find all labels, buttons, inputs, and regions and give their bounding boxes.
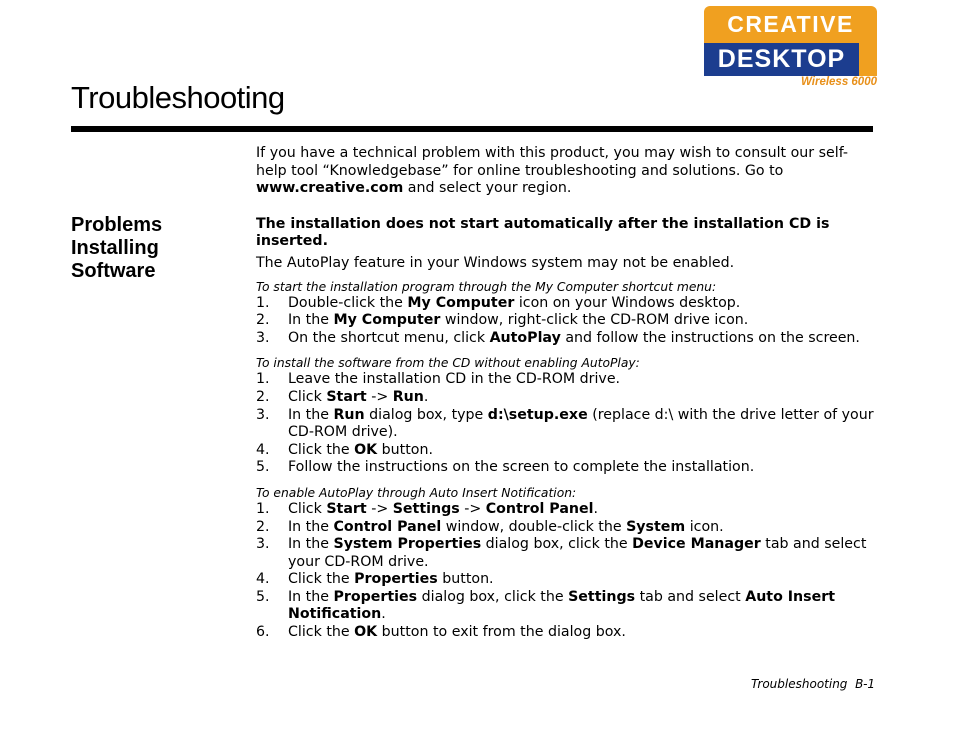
step-text: tab and select your CD-ROM drive.	[288, 536, 867, 570]
ui-term: Auto Insert Notification	[288, 588, 835, 623]
ui-term: OK	[354, 624, 378, 641]
website-link[interactable]: www.creative.com	[256, 180, 404, 197]
ui-term: Control Panel	[485, 500, 594, 517]
step-text: tab and select	[635, 588, 746, 605]
page-title: Troubleshooting	[71, 80, 285, 115]
ui-term: Settings	[392, 500, 460, 517]
step-text: .	[593, 500, 598, 517]
step-item	[256, 407, 876, 442]
ui-term: AutoPlay	[489, 329, 561, 346]
step-text: In the	[288, 312, 334, 329]
procedure-title: To install the software from the CD without enabling AutoPlay:	[256, 356, 640, 371]
intro-text-after: and select your region.	[403, 180, 572, 197]
logo-brand-band	[704, 6, 877, 43]
procedures	[256, 279, 876, 642]
step-text: Leave the installation CD in the CD-ROM drive.	[288, 371, 621, 388]
ui-term: Properties	[333, 588, 418, 605]
ui-term: System Properties	[333, 536, 482, 553]
step-number: 1.	[256, 294, 270, 311]
title-rule	[71, 126, 873, 132]
step-item	[256, 389, 876, 407]
step-text: Click	[288, 388, 327, 405]
step-text: button.	[377, 441, 433, 458]
step-number: 2.	[256, 518, 270, 535]
logo-product-text: DESKTOP	[717, 45, 846, 73]
step-item	[256, 295, 876, 313]
step-item	[256, 571, 876, 589]
ui-term: Start	[326, 388, 367, 405]
step-item	[256, 501, 876, 519]
step-text: dialog box, click the	[417, 588, 569, 605]
procedure-steps	[256, 501, 876, 642]
step-text: window, right-click the CD-ROM drive icon.	[440, 312, 749, 329]
ui-term: Run	[392, 388, 424, 405]
step-number: 2.	[256, 388, 270, 405]
step-text: Click the	[288, 624, 355, 641]
step-text: .	[381, 606, 386, 623]
section-heading: Problems Installing Software	[71, 214, 163, 282]
creative-desktop-logo	[704, 6, 877, 90]
step-text: and follow the instructions on the screen.	[560, 329, 860, 346]
intro-paragraph	[256, 145, 876, 198]
step-text: In the	[288, 588, 334, 605]
procedure-title: To start the installation program through the My Computer shortcut menu:	[256, 279, 717, 294]
step-number: 3.	[256, 406, 270, 423]
ui-term: Properties	[354, 571, 438, 588]
step-number: 3.	[256, 536, 270, 553]
step-text: button.	[437, 571, 494, 588]
step-number: 2.	[256, 312, 270, 329]
step-item	[256, 519, 876, 537]
step-item	[256, 536, 876, 571]
step-item	[256, 371, 876, 389]
ui-term: Device Manager	[632, 536, 761, 553]
step-text: dialog box, type	[364, 406, 488, 423]
ui-term: Run	[333, 406, 365, 423]
step-text: (replace d:\ with the drive letter of your CD-ROM drive).	[288, 406, 874, 441]
ui-term: My Computer	[407, 294, 515, 311]
step-text: In the	[288, 518, 334, 535]
ui-term: Start	[326, 500, 367, 517]
step-item	[256, 442, 876, 460]
step-text: window, double-click the	[441, 518, 627, 535]
step-text: Click the	[288, 441, 355, 458]
step-number: 3.	[256, 329, 270, 346]
footer-section: Troubleshooting	[751, 677, 848, 691]
step-item	[256, 624, 876, 642]
step-number: 5.	[256, 459, 270, 476]
step-text: icon.	[685, 518, 724, 535]
ui-term: Settings	[568, 588, 636, 605]
step-number: 6.	[256, 624, 270, 641]
ui-term: OK	[354, 441, 378, 458]
logo-accent-block	[859, 43, 877, 76]
logo-product-band	[704, 43, 859, 76]
ui-term: System	[626, 518, 686, 535]
procedure-steps	[256, 295, 876, 348]
issue-heading: The installation does not start automatically after the installation CD is inserted.	[256, 215, 830, 250]
step-text: On the shortcut menu, click	[288, 329, 490, 346]
step-text: icon on your Windows desktop.	[514, 294, 741, 311]
step-number: 4.	[256, 571, 270, 588]
step-text: ->	[459, 500, 486, 517]
step-text: Double-click the	[288, 294, 408, 311]
procedure-steps	[256, 371, 876, 477]
step-number: 4.	[256, 441, 270, 458]
step-item	[256, 589, 876, 624]
step-text: Click the	[288, 571, 355, 588]
logo-brand-text: CREATIVE	[727, 11, 854, 37]
step-text: dialog box, click the	[481, 536, 633, 553]
step-text: button to exit from the dialog box.	[377, 624, 626, 641]
step-number: 1.	[256, 371, 270, 388]
step-item	[256, 312, 876, 330]
step-number: 5.	[256, 588, 270, 605]
logo-model-text: Wireless 6000	[801, 76, 877, 88]
issue-cause: The AutoPlay feature in your Windows system may not be enabled.	[256, 254, 735, 271]
step-item	[256, 459, 876, 477]
step-text: Follow the instructions on the screen to complete the installation.	[288, 459, 755, 476]
ui-term: d:\setup.exe	[487, 406, 588, 423]
main-content	[256, 145, 876, 650]
ui-term: Control Panel	[333, 518, 442, 535]
step-text: ->	[366, 388, 393, 405]
procedure-title: To enable AutoPlay through Auto Insert Notification:	[256, 485, 577, 500]
step-number: 1.	[256, 500, 270, 517]
footer-page-number: B-1	[855, 677, 876, 691]
ui-term: My Computer	[333, 312, 441, 329]
step-text: In the	[288, 536, 334, 553]
step-text: Click	[288, 500, 327, 517]
step-item	[256, 330, 876, 348]
step-text: In the	[288, 406, 334, 423]
intro-text-before: If you have a technical problem with this product, you may wish to consult our self-help tool “Knowledgebase” for online troubleshooting and solutions. Go to	[256, 145, 849, 179]
page-footer	[751, 677, 875, 691]
step-text: .	[423, 388, 429, 405]
step-text: ->	[366, 500, 393, 517]
